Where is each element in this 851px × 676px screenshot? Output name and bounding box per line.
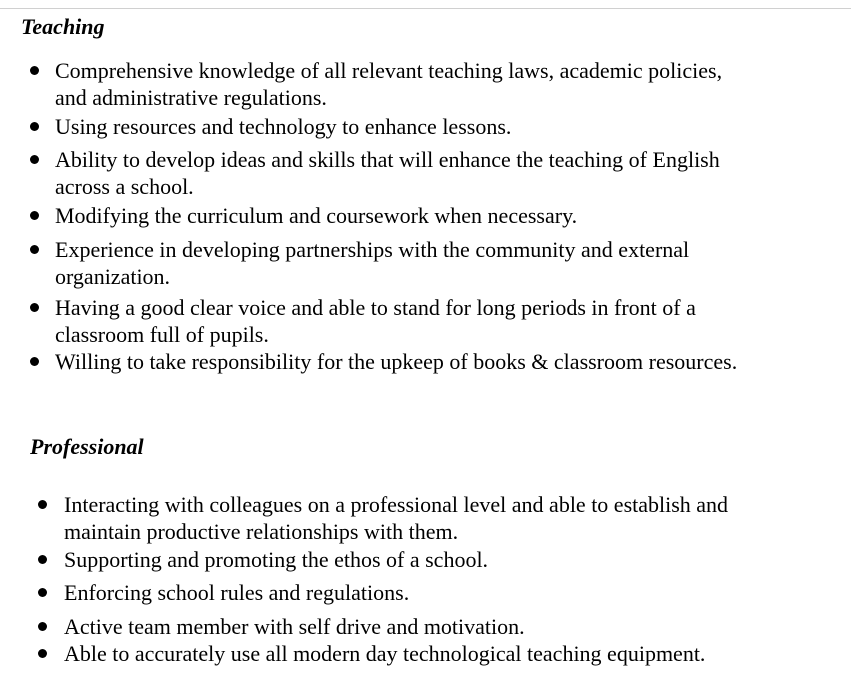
list-item-text: Using resources and technology to enhance lessons.: [55, 114, 512, 139]
section-heading-teaching: Teaching: [21, 14, 105, 39]
list-item-text: Comprehensive knowledge of all relevant teaching laws, academic policies, and administrative regulations.: [55, 58, 723, 110]
bullet-icon: [38, 500, 47, 509]
list-item-text: Modifying the curriculum and coursework when necessary.: [55, 203, 578, 228]
bullet-icon: [38, 649, 47, 658]
list-item-text: Willing to take responsibility for the upkeep of books & classroom resources.: [55, 349, 738, 374]
bullet-icon: [38, 555, 47, 564]
list-item-text: Interacting with colleagues on a professional level and able to establish and maintain productive relationships with them.: [64, 492, 729, 544]
list-item-text: Experience in developing partnerships with the community and external organization.: [55, 237, 690, 289]
bullet-icon: [38, 622, 47, 631]
list-item-text: Able to accurately use all modern day technological teaching equipment.: [64, 641, 706, 666]
list-item-text: Ability to develop ideas and skills that will enhance the teaching of English across a school.: [55, 147, 720, 199]
section-heading-professional: Professional: [30, 434, 144, 459]
list-item-text: Having a good clear voice and able to stand for long periods in front of a classroom full of pupils.: [55, 295, 696, 347]
list-item-text: Enforcing school rules and regulations.: [64, 580, 410, 605]
bullet-icon: [38, 588, 47, 597]
list-item-text: Active team member with self drive and motivation.: [64, 614, 525, 639]
list-item-text: Supporting and promoting the ethos of a school.: [64, 547, 489, 572]
